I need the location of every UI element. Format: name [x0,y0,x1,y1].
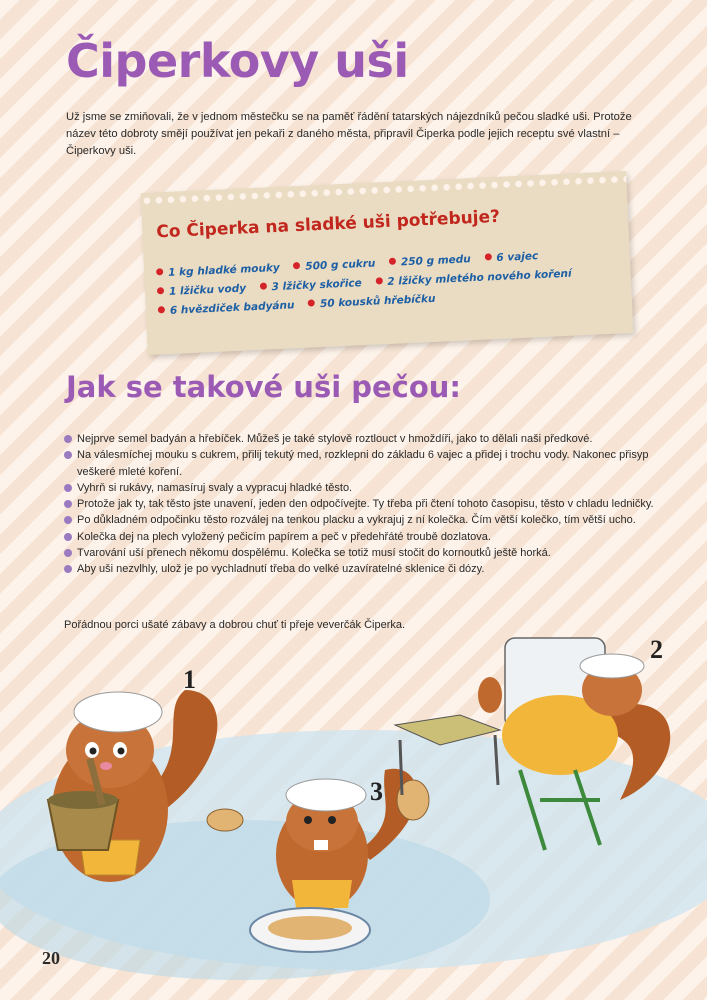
step-item: Vyhrň si rukávy, namasíruj svaly a vypracuj hladké těsto. [64,480,664,496]
step-number-3: 3 [370,777,383,806]
squirrel-illustration [0,635,707,980]
bullet-icon [484,253,491,260]
page-title: Čiperkovy uši [66,34,409,88]
bullet-icon [308,299,315,306]
bullet-icon [158,306,165,313]
bullet-icon [64,484,72,492]
ingredient-item: 1 lžičku vody [157,279,247,302]
step-item: Nejprve semel badyán a hřebíček. Můžeš je také stylově roztlouct v hmoždíři, jako to dělali naši předkové. [64,431,664,447]
step-item: Protože jak ty, tak těsto jste unavení, jeden den odpočívejte. Ty třeba při čtení tohoto časopisu, těsto v chladu ledničky. [64,496,664,512]
ingredients-list [156,243,628,321]
step-number-1: 1 [183,665,196,694]
ingredients-title: Co Čiperka na sladké uši potřebuje? [155,206,501,243]
step-item: Kolečka dej na plech vyložený pečicím papírem a peč v předehřáté troubě dozlatova. [64,529,664,545]
bullet-icon [64,533,72,541]
bullet-icon [64,451,72,459]
page-number: 20 [42,948,60,968]
closing-line: Pořádnou porci ušaté zábavy a dobrou chuť ti přeje veverčák Čiperka. [64,619,406,631]
method-title: Jak se takové uši pečou: [66,370,462,404]
ingredient-item: 2 lžičky mletého nového koření [375,265,572,293]
step-number-2: 2 [650,635,663,664]
bullet-icon [64,565,72,573]
bullet-icon [64,500,72,508]
ingredient-item: 6 vajec [484,247,539,268]
ingredient-item: 50 kousků hřebíčku [308,290,436,315]
bullet-icon [375,277,382,284]
bullet-icon [64,435,72,443]
ingredient-item: 1 kg hladké mouky [156,259,280,284]
ingredient-item: 6 hvězdiček badyánu [158,296,295,321]
ingredient-item: 500 g cukru [293,255,376,278]
step-item: Tvarování uší přenech někomu dospělému. Kolečka se totiž musí stočit do kornoutků ještě horká. [64,545,664,561]
bullet-icon [259,282,266,289]
bullet-icon [157,287,164,294]
step-item: Na válesmíchej mouku s cukrem, přilij tekutý med, rozklepni do základu 6 vajec a přidej i trochu vody. Nakonec přisyp veškeré mleté koření. [64,447,664,480]
ingredient-item: 3 lžičky skořice [259,274,362,298]
note-perforation [141,171,627,207]
bullet-icon [64,549,72,557]
step-item: Po důkladném odpočinku těsto rozválej na tenkou placku a vykrajuj z ní kolečka. Čím větší kolečko, tím větší ucho. [64,512,664,528]
bullet-icon [389,258,396,265]
intro-paragraph: Už jsme se zmiňovali, že v jednom městečku se na paměť řádění tatarských nájezdníků pečou sladké uši. Protože název této dobroty smějí používat jen pekaři z daného města, připravil Čiperka podle jejich receptu své vlastní – Čiperkovy uši. [66,111,632,157]
bullet-icon [64,516,72,524]
bullet-icon [156,268,163,275]
ingredient-item: 250 g medu [389,250,472,273]
steps-list [64,431,664,578]
bullet-icon [293,262,300,269]
ingredients-note [141,171,634,355]
step-item: Aby uši nezvlhly, ulož je po vychladnutí třeba do velké uzavíratelné sklenice či dózy. [64,561,664,577]
